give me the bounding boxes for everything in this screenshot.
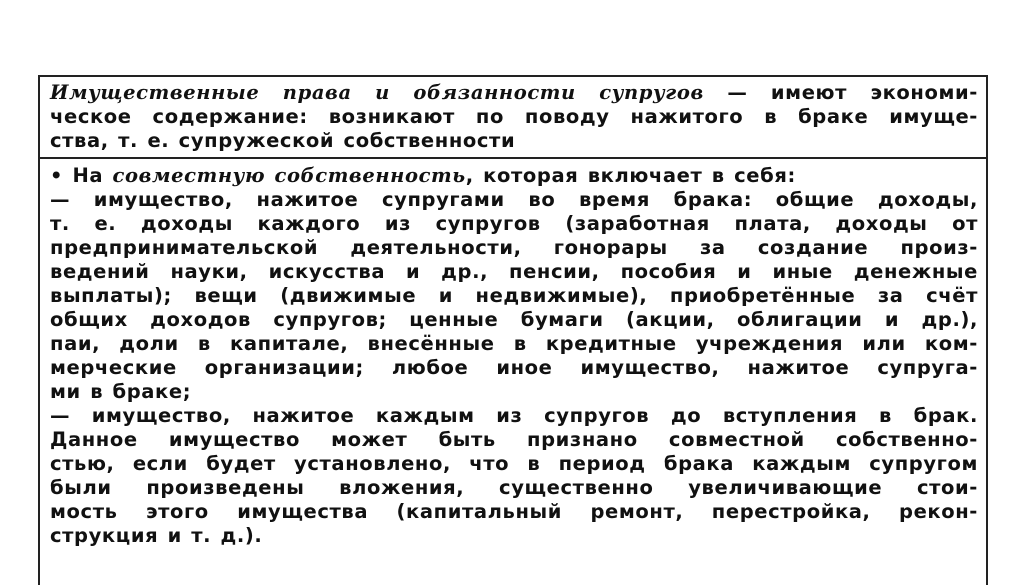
header-line-3: ства, т. е. супружеской собственности: [50, 129, 516, 152]
table-header-row: [40, 77, 986, 159]
table-body-row: [40, 159, 986, 585]
body-line-13: стью, если будет установлено, что в период брака каждым супругом: [50, 452, 978, 475]
body-line-4: предпринимательской деятельности, гонорары за создание произ-: [50, 236, 978, 259]
body-line-6: выплаты); вещи (движимые и недвижимые), приобретённые за счёт: [50, 284, 978, 307]
body-line-3: т. е. доходы каждого из супругов (заработная плата, доходы от: [50, 212, 978, 235]
body-line-8: паи, доли в капитале, внесённые в кредитные учреждения или ком-: [50, 332, 978, 355]
definition-table: [38, 75, 988, 585]
body-line-1-text: , которая включает в себя:: [465, 164, 796, 187]
body-line-15: мость этого имущества (капитальный ремонт, перестройка, рекон-: [50, 500, 978, 523]
bullet-prefix: • На: [50, 164, 113, 187]
body-term: совместную собственность: [112, 164, 466, 187]
body-line-5: ведений науки, искусства и др., пенсии, пособия и иные денежные: [50, 260, 978, 283]
body-line-7: общих доходов супругов; ценные бумаги (акции, облигации и др.),: [50, 308, 978, 331]
body-line-2: — имущество, нажитое супругами во время брака: общие доходы,: [50, 188, 978, 211]
header-term: Имущественные права и обязанности супругов: [50, 81, 704, 104]
body-line-1: [50, 164, 978, 187]
body-line-14: были произведены вложения, существенно увеличивающие стои-: [50, 476, 978, 499]
header-line-2: ческое содержание: возникают по поводу нажитого в браке имуще-: [50, 105, 978, 128]
header-line-1: [50, 81, 978, 104]
header-line-1-text: — имеют экономи-: [703, 81, 978, 104]
body-line-12: Данное имущество может быть признано совместной собственно-: [50, 428, 978, 451]
body-line-11: — имущество, нажитое каждым из супругов до вступления в брак.: [50, 404, 978, 427]
body-line-9: мерческие организации; любое иное имущество, нажитое супруга-: [50, 356, 978, 379]
body-line-16: струкция и т. д.).: [50, 524, 263, 547]
body-line-10: ми в браке;: [50, 380, 192, 403]
